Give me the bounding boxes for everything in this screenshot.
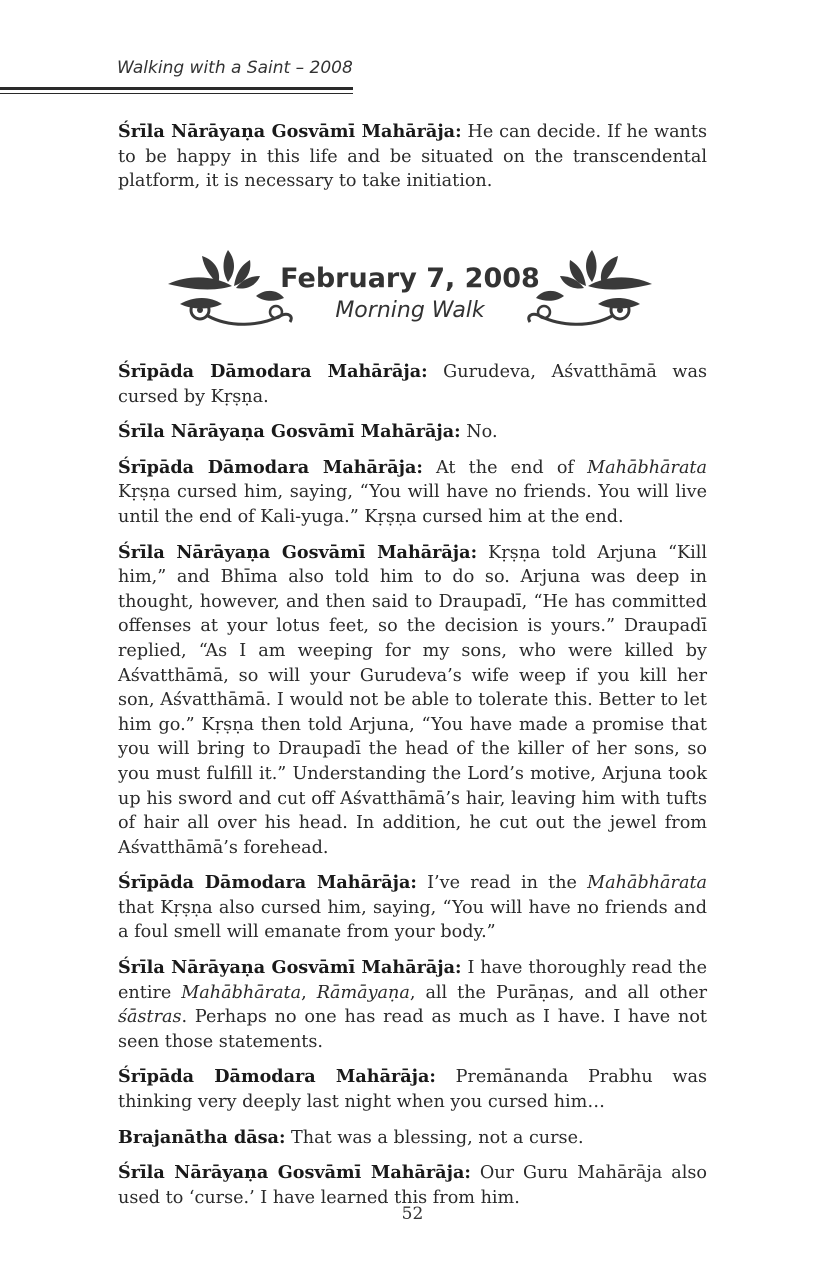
speech-text: Kṛṣṇa told Arjuna “Kill him,” and Bhīma also told him to do so. Arjuna was deep in thought, however, and then said to Draupadī, “He has committed offenses at your lotus feet, so the decision is yours.” Draupadī replied, “As I am weeping for my sons, who were killed by Aśvatthāmā, so will your Gurudeva’s wife weep if you kill her son, Aśvatthāmā. I would not be able to tolerate this. Better to let him go.” Kṛṣṇa then told Arjuna, “You have made a promise that you will bring to Draupadī the head of the killer of her sons, so you must fulfill it.” Understanding the Lord’s motive, Arjuna took up his sword and cut off Aśvatthāmā’s hair, leaving him with tufts of hair all over his head. In addition, he cut out the jewel from Aśvatthāmā’s forehead. — [118, 542, 707, 858]
speech-text: He can decide. If he wants to be happy in this life and be situated on the transcendental platform, it is necessary to take initiation. — [118, 122, 707, 192]
speech-text: Gurudeva, Aśvatthāmā was cursed by Kṛṣṇa. — [118, 362, 707, 407]
italic-title: Mahābhārata — [587, 873, 708, 894]
dialogue-paragraph — [118, 360, 707, 409]
speaker-label: Śrīla Nārāyaṇa Gosvāmī Mahārāja: — [118, 541, 478, 563]
speech-text: Premānanda Prabhu was thinking very deeply last night when you cursed him… — [118, 1067, 707, 1113]
dialogue-paragraph — [118, 1065, 707, 1114]
page-number: 52 — [401, 1204, 424, 1224]
section-date: February 7, 2008 — [280, 263, 540, 294]
dialogue-paragraph — [118, 420, 707, 445]
section-subtitle: Morning Walk — [335, 298, 485, 323]
speech-text: Our Guru Mahārāja also used to ‘curse.’ I have learned this from him. — [118, 1163, 707, 1208]
intro-para — [118, 120, 707, 194]
speech-text: I’ve read in the — [416, 873, 588, 894]
italic-title: Mahābhārata — [181, 982, 302, 1003]
dialogue-paragraph — [118, 541, 707, 861]
section-heading — [160, 246, 660, 331]
running-head: Walking with a Saint – 2008 — [117, 58, 353, 78]
speaker-label: Śrīla Nārāyaṇa Gosvāmī Mahārāja: — [118, 957, 462, 979]
speech-text: I have thoroughly read the entire — [118, 958, 707, 1003]
speech-text: No. — [460, 422, 498, 443]
speaker-label: Śrīpāda Dāmodara Mahārāja: — [118, 361, 428, 382]
speaker-label: Śrīpāda Dāmodara Mahārāja: — [118, 1066, 436, 1088]
speech-text: Kṛṣṇa cursed him, saying, “You will have no friends. You will live until the end of Kali-yuga.” Kṛṣṇa cursed him at the end. — [118, 482, 707, 527]
dialogue-body — [118, 360, 707, 1221]
intro-paragraph — [118, 120, 707, 205]
header-rule-thin — [0, 93, 353, 94]
speaker-label: Śrīpāda Dāmodara Mahārāja: — [118, 872, 417, 894]
header-rule-thick — [0, 87, 353, 90]
italic-title: śāstras — [118, 1007, 182, 1028]
speech-text: At the end of — [422, 457, 588, 478]
speech-text: that Kṛṣṇa also cursed him, saying, “You will have no friends and a foul smell will emanate from your body.” — [118, 897, 707, 943]
speaker-label: Śrīla Nārāyaṇa Gosvāmī Mahārāja: — [118, 421, 461, 443]
speech-text: That was a blessing, not a curse. — [285, 1127, 584, 1148]
dialogue-paragraph — [118, 956, 707, 1054]
dialogue-paragraph — [118, 871, 707, 945]
speaker-label: Śrīla Nārāyaṇa Gosvāmī Mahārāja: — [118, 1162, 471, 1184]
speech-text: , — [301, 982, 317, 1003]
speaker-label: Brajanātha dāsa: — [118, 1126, 286, 1148]
speech-text: , all the Purāṇas, and all other — [409, 982, 708, 1003]
italic-title: Rāmāyaṇa — [316, 982, 410, 1003]
speaker-label: Śrīla Nārāyaṇa Gosvāmī Mahārāja: — [118, 121, 462, 142]
floral-flourish-icon — [520, 246, 660, 328]
dialogue-paragraph — [118, 1126, 707, 1151]
italic-title: Mahābhārata — [587, 457, 707, 478]
speech-text: . Perhaps no one has read as much as I have. I have not seen those statements. — [118, 1007, 707, 1052]
speaker-label: Śrīpāda Dāmodara Mahārāja: — [118, 456, 423, 478]
dialogue-paragraph — [118, 456, 707, 530]
